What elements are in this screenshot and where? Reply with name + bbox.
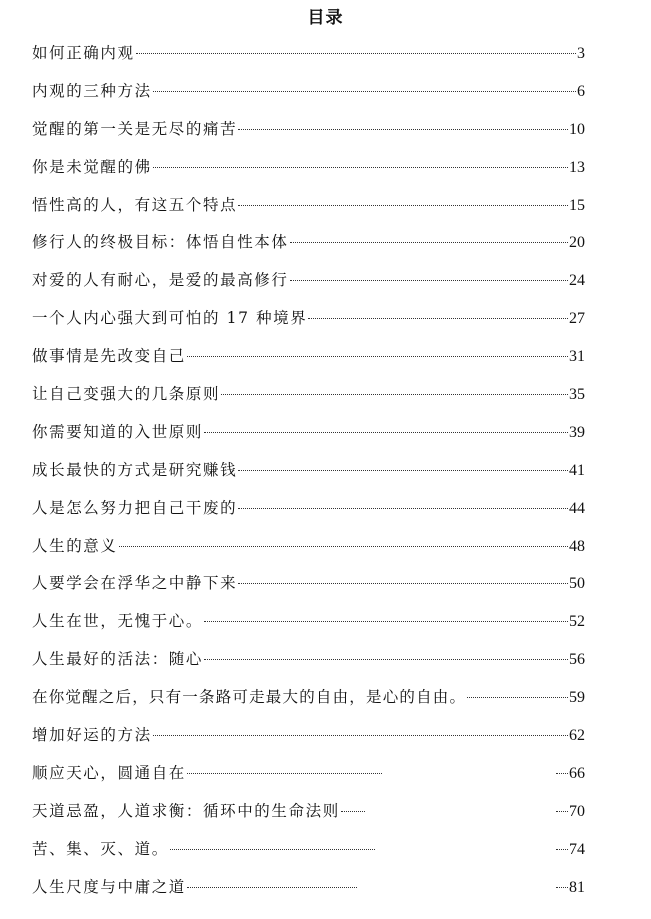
- toc-entry-title: 做事情是先改变自己: [32, 347, 186, 366]
- toc-entry-title: 人要学会在浮华之中静下来: [32, 574, 238, 593]
- dot-leader: [290, 242, 568, 243]
- dot-leader: [204, 659, 568, 660]
- toc-entry[interactable]: [32, 834, 585, 872]
- toc-entry-title: 让自己变强大的几条原则: [32, 385, 221, 404]
- toc-entry[interactable]: [32, 682, 585, 720]
- dot-leader: [238, 205, 568, 206]
- toc-entry[interactable]: [32, 114, 585, 152]
- toc-entry-title: 在你觉醒之后，只有一条路可走最大的自由，是心的自由。: [32, 688, 467, 707]
- dot-leader: [136, 53, 576, 54]
- toc-entry-page: 39: [569, 423, 585, 441]
- toc-entry-title: 修行人的终极目标：体悟自性本体: [32, 233, 289, 252]
- dot-leader: [556, 887, 568, 888]
- dot-leader: [119, 546, 568, 547]
- toc-list: [32, 38, 585, 909]
- dot-leader: [187, 887, 357, 888]
- toc-entry-page: 41: [569, 461, 585, 479]
- dot-leader: [221, 394, 568, 395]
- toc-entry-page: 81: [569, 878, 585, 896]
- toc-entry[interactable]: [32, 758, 585, 796]
- toc-entry[interactable]: [32, 76, 585, 114]
- dot-leader: [238, 129, 568, 130]
- toc-entry-page: 52: [569, 613, 585, 631]
- dot-leader: [187, 773, 382, 774]
- toc-entry-title: 人是怎么努力把自己干废的: [32, 498, 238, 517]
- toc-entry[interactable]: [32, 455, 585, 493]
- toc-entry[interactable]: [32, 872, 585, 910]
- dot-leader: [238, 470, 568, 471]
- toc-entry-page: 15: [569, 196, 585, 214]
- toc-entry-page: 35: [569, 386, 585, 404]
- dot-leader: [308, 318, 568, 319]
- toc-entry-page: 74: [569, 840, 585, 858]
- toc-entry[interactable]: [32, 190, 585, 228]
- toc-entry[interactable]: [32, 493, 585, 531]
- dot-leader: [153, 735, 568, 736]
- toc-entry-page: 62: [569, 727, 585, 745]
- dot-leader: [170, 849, 375, 850]
- toc-entry[interactable]: [32, 152, 585, 190]
- toc-entry[interactable]: [32, 38, 585, 76]
- toc-entry-page: 48: [569, 537, 585, 555]
- toc-entry-page: 10: [569, 120, 585, 138]
- dot-leader: [341, 811, 365, 812]
- toc-entry-title: 人生的意义: [32, 536, 118, 555]
- dot-leader: [238, 583, 568, 584]
- dot-leader: [153, 167, 568, 168]
- toc-entry[interactable]: [32, 265, 585, 303]
- toc-entry-title: 成长最快的方式是研究赚钱: [32, 460, 238, 479]
- toc-entry-title: 人生在世，无愧于心。: [32, 612, 204, 631]
- toc-entry-title: 苦、集、灭、道。: [32, 839, 169, 858]
- toc-entry-title: 天道忌盈，人道求衡：循环中的生命法则: [32, 801, 340, 820]
- toc-entry-page: 20: [569, 234, 585, 252]
- toc-entry-title: 你需要知道的入世原则: [32, 422, 204, 441]
- toc-entry-title: 对爱的人有耐心，是爱的最高修行: [32, 271, 289, 290]
- toc-entry-title: 觉醒的第一关是无尽的痛苦: [32, 119, 238, 138]
- toc-entry-page: 66: [569, 764, 585, 782]
- page-title: 目录: [307, 8, 344, 28]
- dot-leader: [290, 280, 568, 281]
- dot-leader: [467, 697, 568, 698]
- dot-leader: [153, 91, 576, 92]
- toc-entry-page: 24: [569, 272, 585, 290]
- toc-entry-title: 人生最好的活法：随心: [32, 650, 204, 669]
- toc-entry[interactable]: [32, 417, 585, 455]
- toc-entry-page: 56: [569, 651, 585, 669]
- toc-entry-title: 悟性高的人，有这五个特点: [32, 195, 238, 214]
- toc-entry[interactable]: [32, 531, 585, 569]
- toc-entry-page: 27: [569, 310, 585, 328]
- toc-entry-page: 6: [577, 82, 585, 100]
- toc-entry[interactable]: [32, 227, 585, 265]
- toc-entry[interactable]: [32, 303, 585, 341]
- toc-entry[interactable]: [32, 606, 585, 644]
- toc-entry-title: 一个人内心强大到可怕的 17 种境界: [32, 309, 308, 328]
- toc-entry-page: 31: [569, 348, 585, 366]
- dot-leader: [204, 621, 568, 622]
- toc-entry-title: 人生尺度与中庸之道: [32, 877, 186, 896]
- toc-entry[interactable]: [32, 644, 585, 682]
- toc-entry-title: 内观的三种方法: [32, 81, 152, 100]
- toc-entry-page: 3: [577, 45, 585, 62]
- toc-entry-page: 13: [569, 158, 585, 176]
- toc-entry-page: 50: [569, 575, 585, 593]
- toc-entry[interactable]: [32, 341, 585, 379]
- dot-leader: [556, 811, 568, 812]
- toc-entry-page: 59: [569, 689, 585, 707]
- toc-entry-title: 增加好运的方法: [32, 726, 152, 745]
- dot-leader: [556, 773, 568, 774]
- toc-entry[interactable]: [32, 379, 585, 417]
- toc-entry-title: 如何正确内观: [32, 44, 135, 62]
- toc-entry[interactable]: [32, 568, 585, 606]
- toc-entry[interactable]: [32, 720, 585, 758]
- toc-entry-page: 70: [569, 802, 585, 820]
- dot-leader: [204, 432, 568, 433]
- toc-entry-title: 你是未觉醒的佛: [32, 157, 152, 176]
- dot-leader: [187, 356, 568, 357]
- toc-entry-page: 44: [569, 499, 585, 517]
- dot-leader: [238, 508, 568, 509]
- toc-entry[interactable]: [32, 796, 585, 834]
- dot-leader: [556, 849, 568, 850]
- toc-entry-title: 顺应天心，圆通自在: [32, 763, 186, 782]
